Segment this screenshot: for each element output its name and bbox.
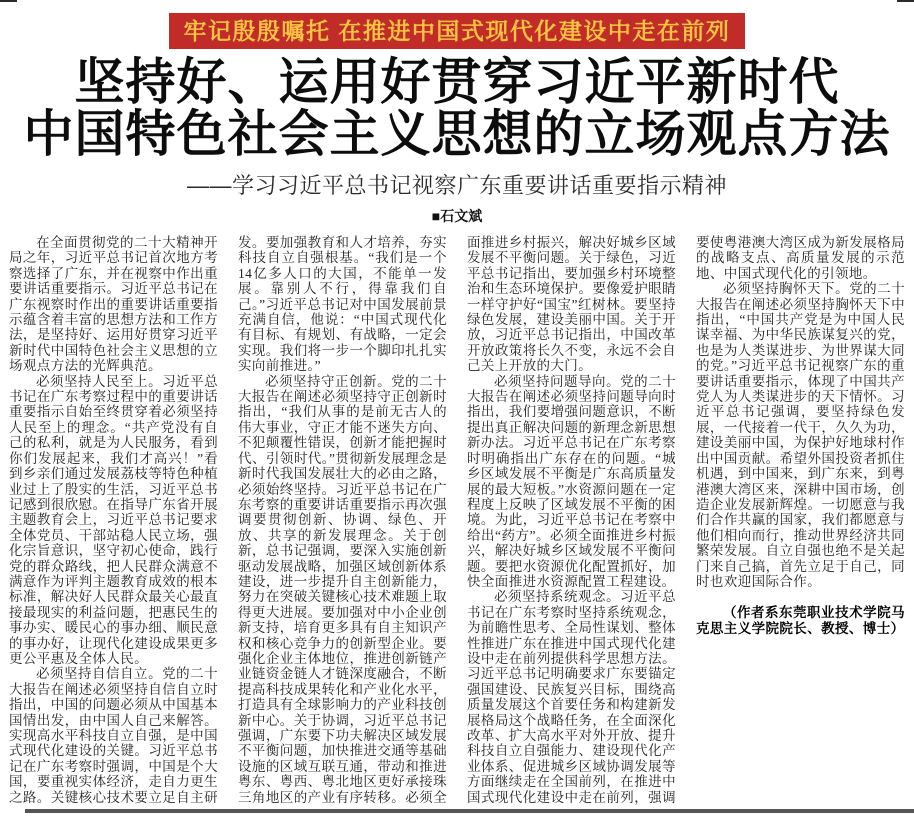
banner-row bbox=[0, 0, 914, 49]
article-paragraph: 必须坚持人民至上。习近平总书记在广东考察过程中的重要讲话重要指示自始至终贯穿着必须坚持人民至上的理念。“共产党没有自己的私利，就是为人民服务，看到你们发展起来，我们才高兴！”看到乡亲们通过发展荔枝等特色种植业过上了殷实的生活，习近平总书记感到很欣慰。在指导广东省开展主题教育会上，习近平总书记要求全体党员、干部站稳人民立场，强化宗旨意识，坚守初心使命，践行党的群众路线，把人民群众满意不满意作为评判主题教育成效的根本标准，解决好人民群众最关心最直接最现实的利益问题，把惠民生的事办实、暖民心的事办细、顺民意的事办好，让现代化建设成果更多更公平惠及全体人民。 bbox=[9, 373, 218, 666]
article-paragraph: 必须坚持胸怀天下。党的二十大报告在阐述必须坚持胸怀天下中指出，“中国共产党是为中国人民谋幸福、为中华民族谋复兴的党，也是为人类谋进步、为世界谋大同的党。”习近平总书记视察广东的重要讲话重要指示，体现了中国共产党人为人类谋进步的天下情怀。习近平总书记强调，要坚持绿色发展，一代接着一代干，久久为功，建设美丽中国，为保护好地球村作出中国贡献。希望外国投资者抓住机遇，到中国来，到广东来，到粤港澳大湾区来，深耕中国市场，创造企业发展新辉煌。一切愿意与我们合作共赢的国家，我们都愿意与他们相向而行，推动世界经济共同繁荣发展。自立自强也绝不是关起门来自己搞，首先立足于自己，同时也欢迎国际合作。 bbox=[696, 281, 905, 589]
article-paragraph: 必须坚持问题导向。党的二十大报告在阐述必须坚持问题导向时指出，我们要增强问题意识，不断提出真正解决问题的新理念新思想新办法。习近平总书记在广东考察时明确指出广东存在的问题。“城乡区域发展不平衡是广东高质量发展的最大短板。”水资源问题在一定程度上反映了区域发展不平衡的困境。为此，习近平总书记在考察中给出“药方”。必须全面推进乡村振兴，解决好城乡区域发展不平衡问题。要把水资源优化配置抓好，加快全面推进水资源配置工程建设。 bbox=[467, 373, 676, 589]
subtitle: ——学习习近平总书记视察广东重要讲话重要指示精神 bbox=[186, 173, 727, 198]
kicker-banner: 牢记殷殷嘱托 在推进中国式现代化建设中走在前列 bbox=[169, 13, 746, 49]
article-paragraph: 必须坚持守正创新。党的二十大报告在阐述必须坚持守正创新时指出，“我们从事的是前无古人的伟大事业，守正才能不迷失方向、不犯颠覆性错误，创新才能把握时代、引领时代。”贯彻新发展理念是新时代我国发展壮大的必由之路，必须始终坚持。习近平总书记在广东考察的重要讲话重要指示再次强调要贯彻创新、协调、绿色、开放、共享的新发展理念。关于创新，总书记强调，要深入实施创新驱动发展战略，加强区域创新体系建设，进一步提升自主创新能力，努力在突破关键核心技术难题上取得更大进展。要加强对中小企业创新支持，培育更多具有自主知识产权和核心竞争力的创新型企业。要强化企业主体地位，推进创新链产业链资金链人才链深度融合，不断提高科技成果转化和产业化水平，打造具有全球影响力的产业科技创新中心。关于协调，习近平总书记强调，广东要下功夫解决区域发展不平衡问题，加快推进交通等基础设施的区域互联互通，带动和推进粤东、粤西、粤北地区更好承接珠三角地区的产业有序转移。必须全面推进乡村振兴，解决好城乡区域发展不平衡问题。关于绿色，习近平总书记指出，要加强乡村环境整治和生态环境保护。要像爱护眼睛一样守护好“国宝”红树林。要坚持绿色发展，建设美丽中国。关于开放，习近平总书记指出，中国改革开放政策将长久不变，永远不会自己关上开放的大门。 bbox=[238, 235, 676, 805]
article-paragraph: 必须坚持系统观念。习近平总书记在广东考察时坚持系统观念，为前瞻性思考、全局性谋划、整体性推进广东在推进中国式现代化建设中走在前列提供科学思想方法。习近平总书记明确要求广东要锚定强国建设、民族复兴目标，围绕高质量发展这个首要任务和构建新发展格局这个战略任务，在全面深化改革、扩大高水平对外开放、提升科技自立自强能力、建设现代化产业体系、促进城乡区域协调发展等方面继续走在全国前列，在推进中国式现代化建设中走在前列，强调要使粤港澳大湾区成为新发展格局的战略支点、高质量发展的示范地、中国式现代化的引领地。 bbox=[467, 235, 905, 805]
main-headline bbox=[0, 56, 914, 160]
article-paragraph: 必须坚持自信自立。党的二十大报告在阐述必须坚持自信自立时指出，中国的问题必须从中国基本国情出发，由中国人自己来解答。实现高水平科技自立自强，是中国式现代化建设的关键。习近平总书记在广东考察时强调，中国是个大国，要重视实体经济，走自力更生之路。关键核心技术要立足自主研发。要加强教育和人才培养，夯实科技自立自强根基。“我们是一个14亿多人口的大国，不能单一发展。靠别人不行，得靠我们自己。”习近平总书记对中国发展前景充满自信，他说：“中国式现代化有目标、有规划、有战略，一定会实现。我们将一步一个脚印扎扎实实向前推进。” bbox=[9, 235, 447, 805]
bottom-rule bbox=[25, 809, 914, 813]
top-right-crop-mark bbox=[897, 0, 914, 2]
article-paragraph: 在全面贯彻党的二十大精神开局之年，习近平总书记首次地方考察选择了广东，并在视察中作出重要讲话重要指示。习近平总书记在广东视察时作出的重要讲话重要指示蕴含着丰富的思想方法和工作方法，是坚持好、运用好贯穿习近平新时代中国特色社会主义思想的立场观点方法的光辉典范。 bbox=[9, 235, 218, 374]
author-byline: ■石文斌 bbox=[431, 208, 483, 224]
author-credit: （作者系东莞职业技术学院马克思主义学院院长、教授、博士） bbox=[696, 605, 905, 636]
headline-line-1: 坚持好、运用好贯穿习近平新时代 bbox=[74, 54, 840, 110]
headline-line-2: 中国特色社会主义思想的立场观点方法 bbox=[23, 106, 891, 162]
top-left-crop-mark bbox=[0, 0, 17, 2]
article-text bbox=[9, 235, 905, 813]
